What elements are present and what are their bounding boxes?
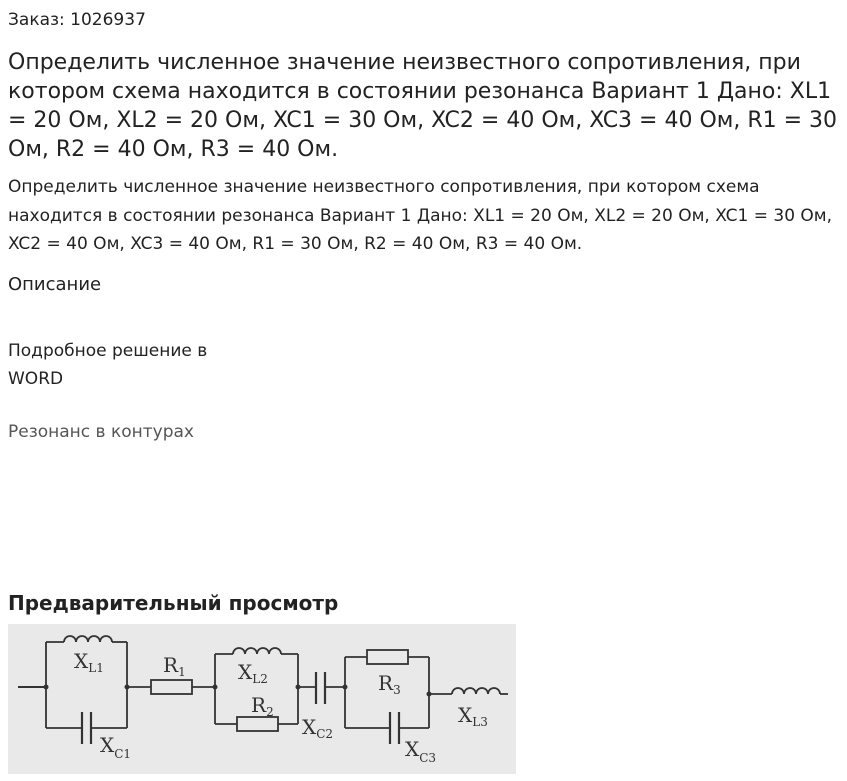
block-3 — [345, 650, 436, 765]
label-xl2: X — [238, 660, 253, 684]
label-xl2-sub: L2 — [252, 672, 268, 686]
label-xl3: X — [458, 703, 473, 727]
svg-text:XL3 — [458, 703, 488, 729]
svg-text:R1 — [163, 653, 186, 679]
resistor-r3 — [367, 650, 408, 664]
label-r3-sub: 3 — [393, 683, 401, 697]
task-description: Определить численное значение неизвестного сопротивления, при котором схема находится в состоянии резонанса Вариант 1 Дано: XL1 = 20 Ом, XL2 = 20 Ом, XC1 = 30 Ом, XC2 = 40 Ом, XC3 = 40 Ом, R1 = 30 Ом, R2 = 40 Ом, R3 = 40 Ом. — [8, 177, 833, 254]
resistor-r2 — [237, 717, 278, 731]
svg-text:R3 — [378, 671, 401, 697]
label-xl1: X — [74, 649, 89, 673]
page-title: Определить численное значение неизвестного сопротивления, при котором схема находится в состоянии резонанса Вариант 1 Дано: XL1 = 20 Ом, XL2 = 20 Ом, XC1 = 30 Ом, XC2 = 40 Ом, XC3 = 40 Ом, R1 = 30 Ом, R2 = 40 Ом, R3 = 40 Ом. — [8, 50, 838, 162]
label-r2: R — [251, 693, 267, 717]
order-number: Заказ: 1026937 — [8, 10, 146, 30]
label-xc1-sub: C1 — [114, 747, 132, 761]
label-xl1-sub: L1 — [88, 661, 104, 675]
svg-text:XC2 — [302, 715, 333, 741]
label-r2-sub: 2 — [266, 705, 274, 719]
label-xc2-sub: C2 — [316, 727, 334, 741]
inductor-xl2 — [233, 648, 281, 654]
label-xc3: X — [405, 737, 420, 761]
label-r3: R — [378, 671, 394, 695]
label-r1: R — [163, 653, 179, 677]
description-heading: Описание — [8, 274, 102, 295]
circuit-diagram — [8, 624, 516, 774]
label-xc2: X — [302, 715, 317, 739]
label-r1-sub: 1 — [178, 665, 186, 679]
category-link[interactable]: Резонанс в контурах — [8, 422, 194, 442]
label-xc3-sub: C3 — [419, 751, 437, 765]
inductor-xl3 — [452, 688, 500, 694]
svg-text:XL2 — [238, 660, 268, 686]
circuit-preview-image[interactable] — [8, 624, 516, 774]
preview-heading: Предварительный просмотр — [8, 591, 339, 615]
block-2 — [215, 648, 298, 731]
svg-text:R2 — [251, 693, 274, 719]
resistor-r1 — [151, 680, 192, 694]
inductor-xl1 — [64, 636, 112, 642]
svg-text:XC1 — [100, 733, 131, 761]
label-xl3-sub: L3 — [472, 715, 488, 729]
block-1 — [46, 636, 131, 761]
svg-text:XL1 — [74, 649, 104, 675]
solution-format-text: Подробное решение в WORD — [8, 341, 208, 389]
svg-text:XC3 — [405, 737, 436, 765]
label-xc1: X — [100, 733, 115, 757]
